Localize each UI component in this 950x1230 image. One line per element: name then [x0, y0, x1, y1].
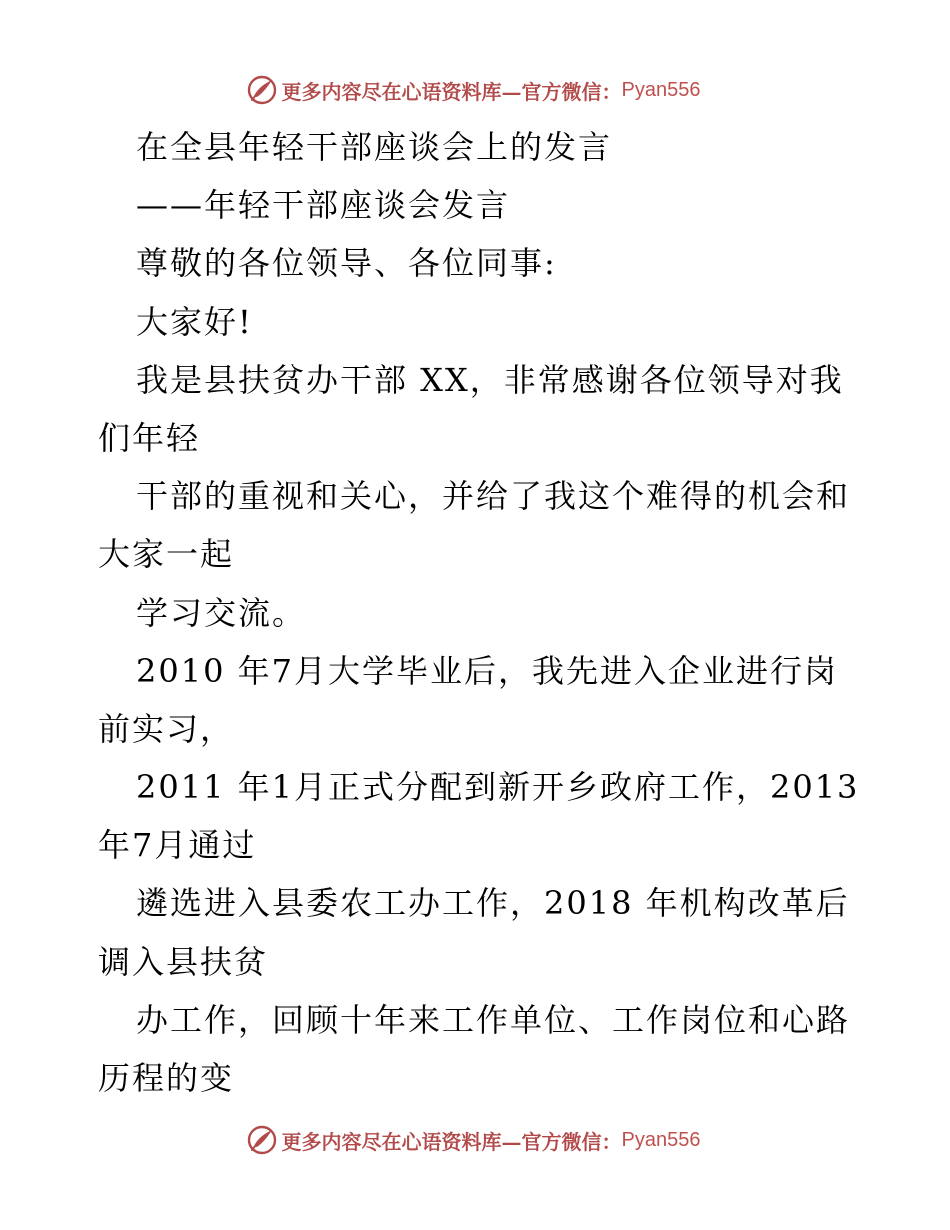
text-line: 历程的变	[98, 1059, 235, 1097]
text-line: 尊敬的各位领导、各位同事:	[136, 244, 557, 283]
banner-text: 更多内容尽在心语资料库—官方微信：	[281, 1129, 622, 1154]
document-body	[98, 118, 858, 1107]
pen-logo-icon	[246, 74, 278, 106]
text-line: 我是县扶贫办干部 XX，非常感谢各位领导对我	[136, 360, 844, 399]
text-line: 前实习，	[98, 709, 235, 748]
header-banner	[0, 72, 950, 108]
wechat-id: Pyan556	[621, 1128, 701, 1151]
footer-banner-inner	[246, 1124, 701, 1156]
wechat-id: Pyan556	[621, 78, 701, 101]
text-line: 调入县扶贫	[98, 942, 269, 981]
text-line: 在全县年轻干部座谈会上的发言	[136, 128, 613, 166]
banner-text: 更多内容尽在心语资料库—官方微信：	[281, 79, 622, 104]
footer-banner	[0, 1122, 950, 1158]
header-banner-inner	[246, 74, 701, 106]
text-line: 办工作，回顾十年来工作单位、工作岗位和心路	[136, 1000, 851, 1039]
text-line: 2010 年7月大学毕业后，我先进入企业进行岗	[136, 651, 838, 690]
text-line: 遴选进入县委农工办工作，2018 年机构改革后	[136, 884, 850, 923]
text-line: 干部的重视和关心，并给了我这个难得的机会和	[136, 477, 851, 516]
text-line: ——年轻干部座谈会发言	[136, 186, 511, 225]
text-line: 2011 年1月正式分配到新开乡政府工作，2013	[136, 768, 860, 807]
pen-logo-icon	[246, 1124, 278, 1156]
text-line: 们年轻	[98, 418, 201, 457]
text-line: 学习交流。	[136, 593, 307, 632]
text-line: 年7月通过	[98, 826, 257, 865]
text-line: 大家好!	[136, 302, 253, 341]
text-line: 大家一起	[98, 535, 235, 574]
